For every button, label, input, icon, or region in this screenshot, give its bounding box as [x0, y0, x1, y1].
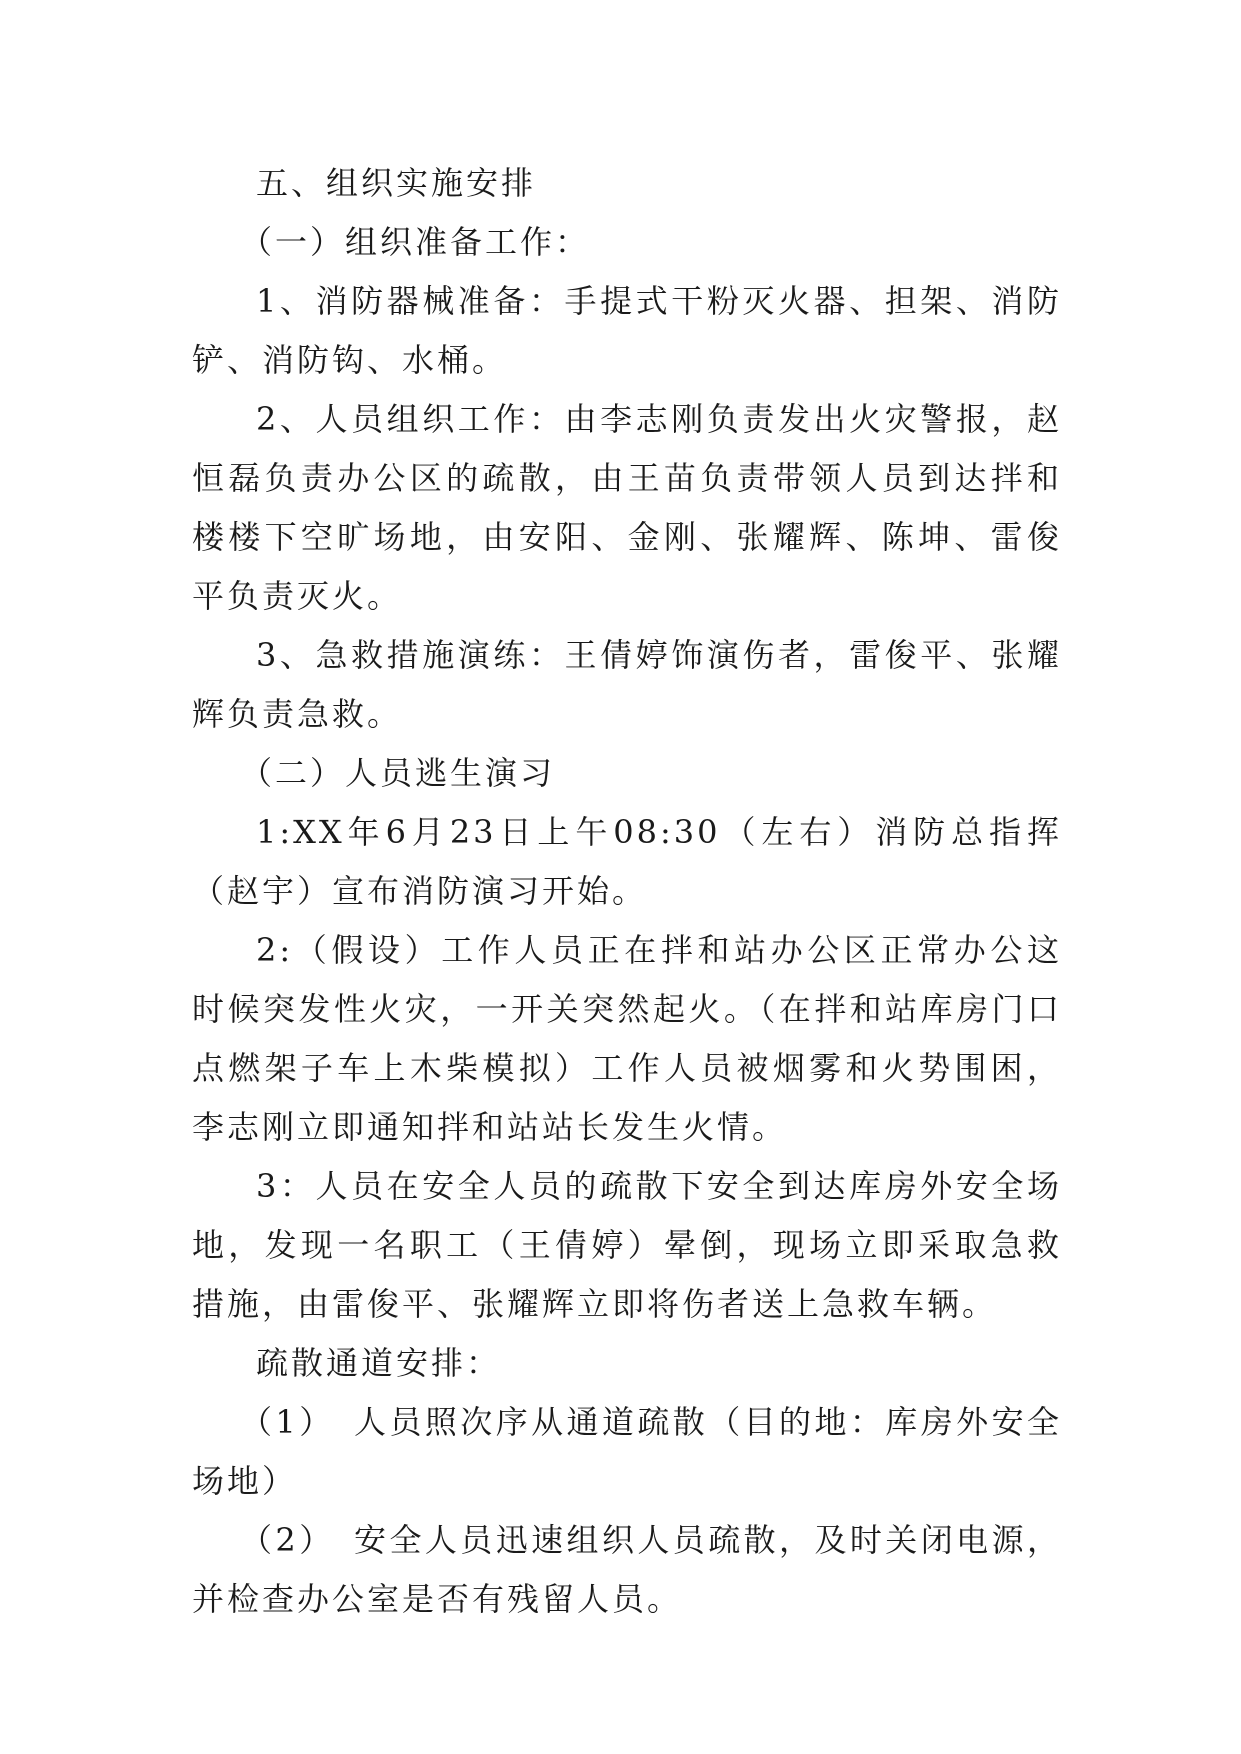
paragraph: 2、人员组织工作：由李志刚负责发出火灾警报，赵恒磊负责办公区的疏散，由王苗负责带领人员到达拌和楼楼下空旷场地，由安阳、金刚、张耀辉、陈坤、雷俊平负责灭火。	[192, 400, 1062, 615]
subsection-heading: （一）组织准备工作：	[240, 223, 591, 261]
document-body	[192, 154, 1062, 1629]
paragraph: 疏散通道安排：	[256, 1344, 502, 1382]
subsection-heading: （二）人员逃生演习	[240, 754, 556, 792]
list-item: （1） 人员照次序从通道疏散（目的地：库房外安全场地）	[192, 1403, 1062, 1500]
paragraph: 1、消防器械准备：手提式干粉灭火器、担架、消防铲、消防钩、水桶。	[192, 282, 1062, 379]
paragraph: 2:（假设）工作人员正在拌和站办公区正常办公这时候突发性火灾，一开关突然起火。（在拌和站库房门口点燃架子车上木柴模拟）工作人员被烟雾和火势围困，李志刚立即通知拌和站站长发生火情。	[192, 931, 1062, 1146]
paragraph: 3：人员在安全人员的疏散下安全到达库房外安全场地，发现一名职工（王倩婷）晕倒，现场立即采取急救措施，由雷俊平、张耀辉立即将伤者送上急救车辆。	[192, 1167, 1062, 1323]
list-item: （2） 安全人员迅速组织人员疏散，及时关闭电源，并检查办公室是否有残留人员。	[192, 1521, 1062, 1618]
section-heading: 五、组织实施安排	[256, 164, 537, 202]
paragraph: 1:XX年6月23日上午08:30（左右）消防总指挥（赵宇）宣布消防演习开始。	[192, 813, 1062, 910]
paragraph: 3、急救措施演练：王倩婷饰演伤者，雷俊平、张耀辉负责急救。	[192, 636, 1062, 733]
